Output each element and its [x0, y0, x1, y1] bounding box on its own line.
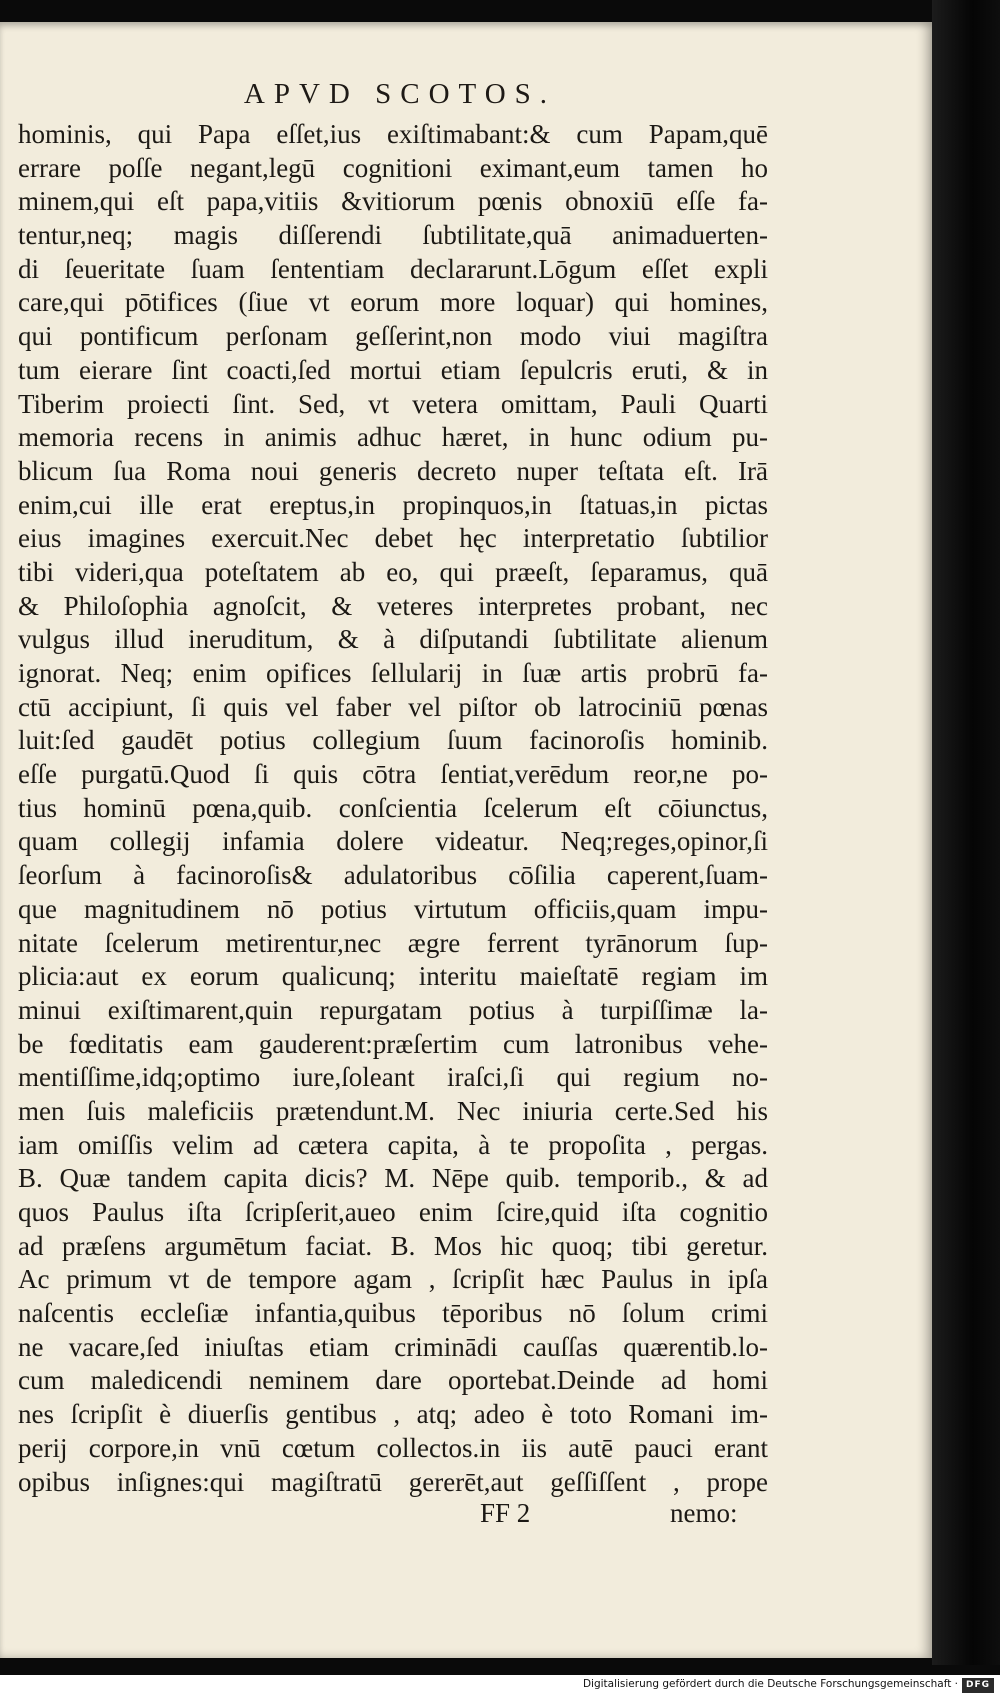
- text-line: hominis, qui Papa eſſet,ius exiſtimabant:& cum Papam,quē: [18, 119, 768, 149]
- text-line: que magnitudinem nō potius virtutum officiis,quam impu-: [18, 893, 768, 924]
- text-line: quos Paulus iſta ſcripſerit,aueo enim ſcire,quid iſta cognitio: [18, 1197, 768, 1227]
- text-line: luit:ſed gaudēt potius collegium ſuum facinoroſis hominib.: [18, 725, 768, 756]
- text-line: nitate ſcelerum metirentur,nec ægre ferrent tyrānorum ſup-: [18, 927, 768, 958]
- text-line: plicia:aut ex eorum qualicunq; interitu maieſtatē regiam im: [18, 961, 768, 992]
- text-line: blicum ſua Roma noui generis decreto nuper teſtata eſt. Irā: [18, 455, 768, 486]
- text-line: vulgus illud ineruditum, & à diſputandi ſubtilitate alienum: [18, 624, 768, 655]
- text-line: ſeorſum à facinoroſis& adulatoribus cōſilia caperent,ſuam-: [18, 860, 768, 891]
- text-line: memoria recens in animis adhuc hæret, in hunc odium pu-: [18, 422, 768, 453]
- text-line: qui pontificum perſonam geſſerint,non modo viui magiſtra: [18, 321, 768, 352]
- text-line: & Philoſophia agnoſcit, & veteres interpretes probant, nec: [18, 590, 768, 621]
- text-line: cum maledicendi neminem dare oportebat.Deinde ad homi: [18, 1365, 768, 1396]
- text-line: enim,cui ille erat ereptus,in propinquos,in ſtatuas,in pictas: [18, 489, 768, 520]
- text-line: ad præſens argumētum faciat. B. Mos hic quoq; tibi geretur.: [18, 1230, 768, 1261]
- text-line: tius hominū pœna,quib. conſcientia ſcelerum eſt cōiunctus,: [18, 792, 768, 823]
- text-line: mentiſſime,idq;optimo iure,ſoleant iraſci,ſi qui regium no-: [18, 1062, 768, 1093]
- text-line: Tiberim proiecti ſint. Sed, vt vetera omittam, Pauli Quarti: [18, 388, 768, 419]
- text-line: iam omiſſis velim ad cætera capita, à te propoſita , pergas.: [18, 1129, 768, 1160]
- signature-mark: FF 2: [480, 1498, 531, 1528]
- text-line: tum eierare ſint coacti,ſed mortui etiam ſepulcris eruti, & in: [18, 354, 768, 385]
- text-line: Ac primum vt de tempore agam , ſcripſit hæc Paulus in ipſa: [18, 1264, 768, 1295]
- text-line: ctū accipiunt, ſi quis vel faber vel piſtor ob latrociniū pœnas: [18, 691, 768, 722]
- text-line: care,qui pōtifices (ſiue vt eorum more loquar) qui homines,: [18, 287, 768, 318]
- book-edge-shadow: [932, 0, 1000, 1665]
- text-line: be fœditatis eam gauderent:præſertim cum latronibus vehe-: [18, 1028, 768, 1059]
- text-line: B. Quæ tandem capita dicis? M. Nēpe quib. temporib., & ad: [18, 1163, 768, 1194]
- text-line: ne vacare,ſed iniuſtas etiam criminādi cauſſas quærentib.lo-: [18, 1331, 768, 1362]
- text-line: minui exiſtimarent,quin repurgatam potius à turpiſſimæ la-: [18, 994, 768, 1025]
- text-line: di ſeueritate ſuam ſententiam declararunt.Lōgum eſſet expli: [18, 253, 768, 284]
- digitization-footer: [0, 1675, 1000, 1697]
- text-line: tibi videri,qua poteſtatem ab eo, qui præeſt, ſeparamus, quā: [18, 556, 768, 587]
- funding-note: Digitalisierung gefördert durch die Deutsche Forschungsgemeinschaft ·: [582, 1678, 958, 1690]
- text-line: eius imagines exercuit.Nec debet hęc interpretatio ſubtilior: [18, 523, 768, 554]
- body-text: [18, 118, 768, 1499]
- dfg-logo-icon: DFG: [962, 1678, 994, 1693]
- text-line: ignorat. Neq; enim opifices ſellularij in ſuæ artis probrū fa-: [18, 658, 768, 688]
- text-line: nes ſcripſit è diuerſis gentibus , atq; adeo è toto Romani im-: [18, 1399, 768, 1430]
- text-line: errare poſſe negant,legū cognitioni eximant,eum tamen ho: [18, 152, 768, 183]
- text-line: eſſe purgatū.Quod ſi quis cōtra ſentiat,verēdum reor,ne po-: [18, 759, 768, 790]
- text-line: quam collegij infamia dolere videatur. Neq;reges,opinor,ſi: [18, 826, 768, 857]
- text-line: opibus inſignes:qui magiſtratū gererēt,aut geſſiſſent , prope: [18, 1466, 768, 1497]
- text-line: tentur,neq; magis diſſerendi ſubtilitate,quā animaduerten-: [18, 220, 768, 251]
- text-line: minem,qui eſt papa,vitiis &vitiorum pœnis obnoxiū eſſe fa-: [18, 186, 768, 217]
- text-line: perij corpore,in vnū cœtum collectos.in iis autē pauci erant: [18, 1432, 768, 1463]
- signature-line: [470, 1498, 770, 1534]
- text-line: men ſuis maleficiis prætendunt.M. Nec iniuria certe.Sed his: [18, 1095, 768, 1126]
- running-head: APVD SCOTOS.: [243, 78, 557, 110]
- catchword: nemo:: [670, 1498, 738, 1528]
- text-line: naſcentis eccleſiæ infantia,quibus tēporibus nō ſolum crimi: [18, 1298, 768, 1329]
